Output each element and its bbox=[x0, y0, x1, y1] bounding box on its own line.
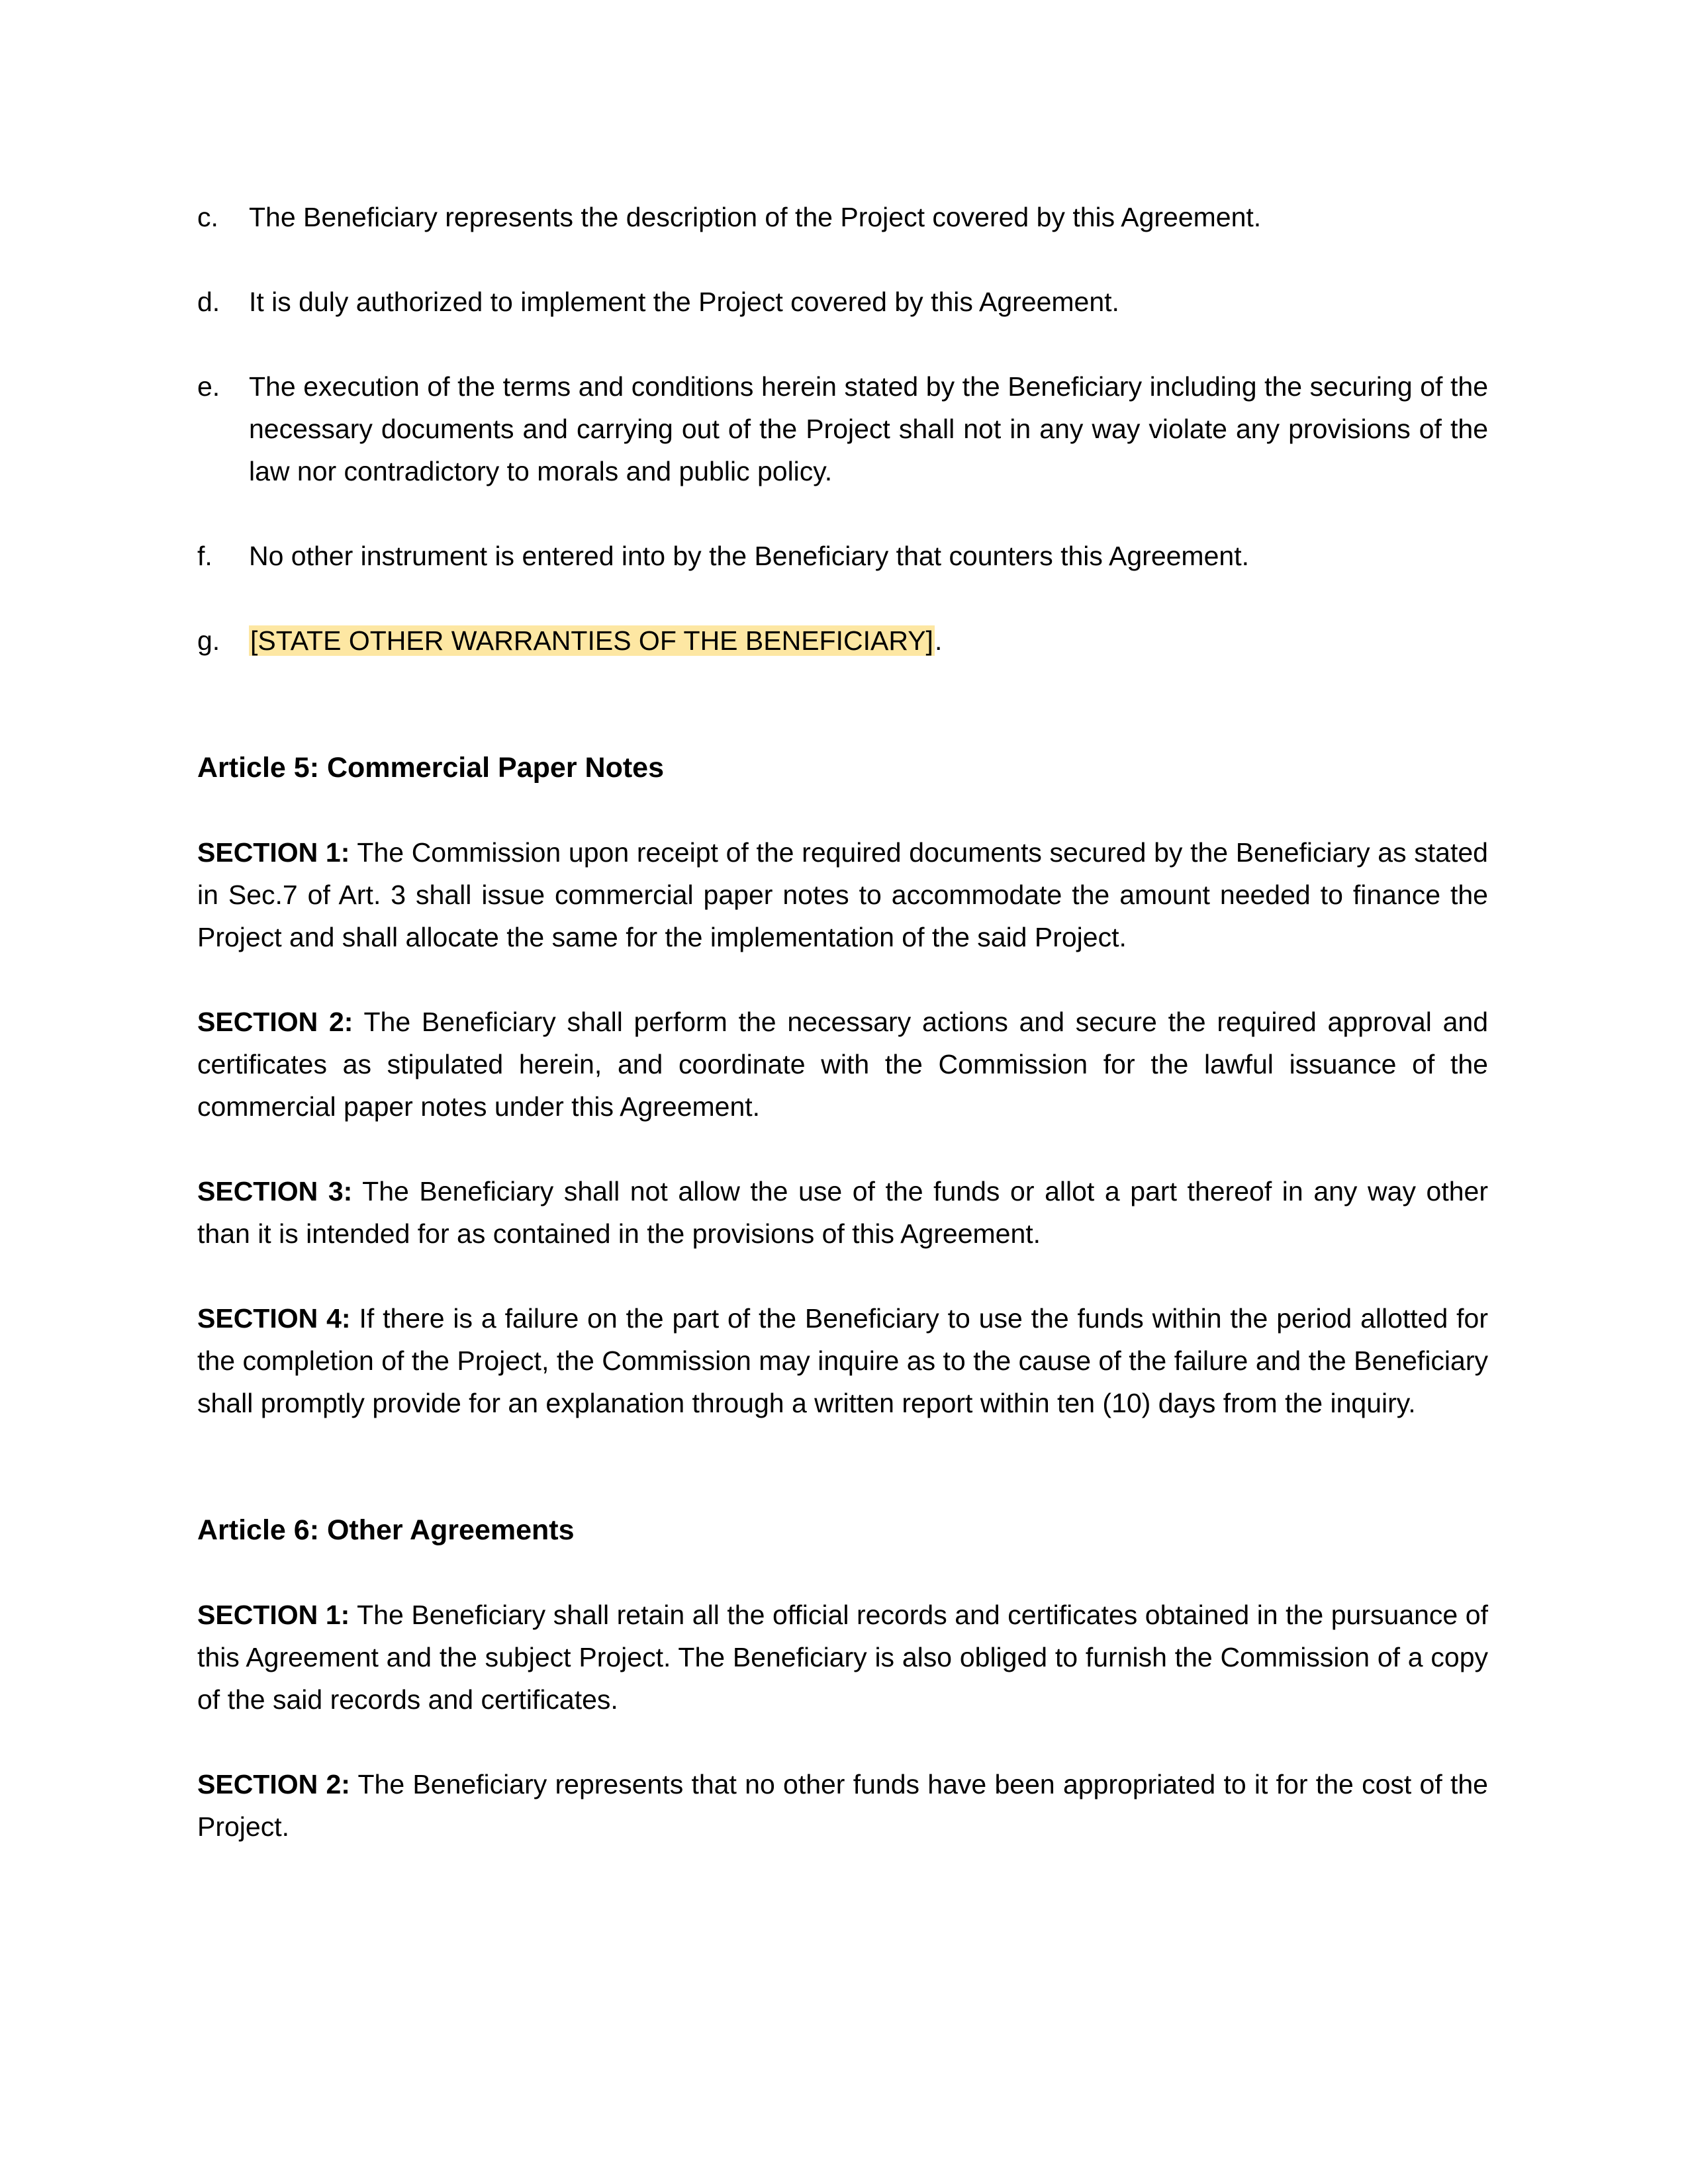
section-label: SECTION 2: bbox=[197, 1769, 350, 1799]
list-marker: e. bbox=[197, 371, 220, 402]
article-5-section-1 bbox=[197, 831, 1488, 958]
section-label: SECTION 1: bbox=[197, 1600, 350, 1630]
section-label: SECTION 4: bbox=[197, 1303, 351, 1334]
list-text: The execution of the terms and conditions herein stated by the Beneficiary including the securing of the necessary documents and carrying out of the Project shall not in any way violate any provisions of the law nor contradictory to morals and public policy. bbox=[249, 371, 1488, 486]
placeholder-highlight[interactable]: [STATE OTHER WARRANTIES OF THE BENEFICIARY] bbox=[250, 625, 933, 656]
list-marker: f. bbox=[197, 541, 212, 571]
list-item bbox=[197, 619, 1488, 662]
article-6-section-1 bbox=[197, 1594, 1488, 1721]
list-text bbox=[249, 619, 1488, 662]
list-item bbox=[197, 365, 1488, 492]
section-text: The Beneficiary represents that no other funds have been appropriated to it for the cost of the Project. bbox=[197, 1769, 1488, 1842]
list-marker: c. bbox=[197, 202, 218, 232]
article-6-section-2 bbox=[197, 1763, 1488, 1848]
document-body bbox=[197, 196, 1488, 1890]
list-marker: d. bbox=[197, 287, 220, 317]
article-5-section-3 bbox=[197, 1170, 1488, 1255]
section-text: The Beneficiary shall perform the necessary actions and secure the required approval and certificates as stipulated herein, and coordinate with the Commission for the lawful issuance of the commercial paper notes under this Agreement. bbox=[197, 1007, 1488, 1122]
list-text: The Beneficiary represents the description of the Project covered by this Agreement. bbox=[249, 202, 1262, 232]
section-text: The Beneficiary shall retain all the official records and certificates obtained in the pursuance of this Agreement and the subject Project. The Beneficiary is also obliged to furnish the Commission of a copy of the said records and certificates. bbox=[197, 1600, 1488, 1715]
article-5-heading: Article 5: Commercial Paper Notes bbox=[197, 752, 664, 784]
article-5-section-4 bbox=[197, 1297, 1488, 1424]
section-text: The Beneficiary shall not allow the use of the funds or allot a part thereof in any way other than it is intended for as contained in the provisions of this Agreement. bbox=[197, 1176, 1489, 1249]
list-marker: g. bbox=[197, 625, 220, 656]
list-item bbox=[197, 281, 1488, 323]
list-text: No other instrument is entered into by the Beneficiary that counters this Agreement. bbox=[249, 541, 1249, 571]
trailing-period: . bbox=[934, 625, 943, 656]
article-5-section-2 bbox=[197, 1001, 1488, 1128]
section-label: SECTION 2: bbox=[197, 1007, 353, 1037]
section-text: If there is a failure on the part of the Beneficiary to use the funds within the period allotted for the completion of the Project, the Commission may inquire as to the cause of the failure and the Beneficiary shall promptly provide for an explanation through a written report within ten (10) days from the inquiry. bbox=[197, 1303, 1489, 1418]
section-text: The Commission upon receipt of the required documents secured by the Beneficiary as stated in Sec.7 of Art. 3 shall issue commercial paper notes to accommodate the amount needed to finance the Project and shall allocate the same for the implementation of the said Project. bbox=[197, 837, 1488, 952]
list-item bbox=[197, 535, 1488, 577]
article-6-heading: Article 6: Other Agreements bbox=[197, 1514, 575, 1546]
list-text: It is duly authorized to implement the Project covered by this Agreement. bbox=[249, 287, 1119, 317]
section-label: SECTION 1: bbox=[197, 837, 350, 868]
list-item bbox=[197, 196, 1488, 238]
section-label: SECTION 3: bbox=[197, 1176, 353, 1206]
